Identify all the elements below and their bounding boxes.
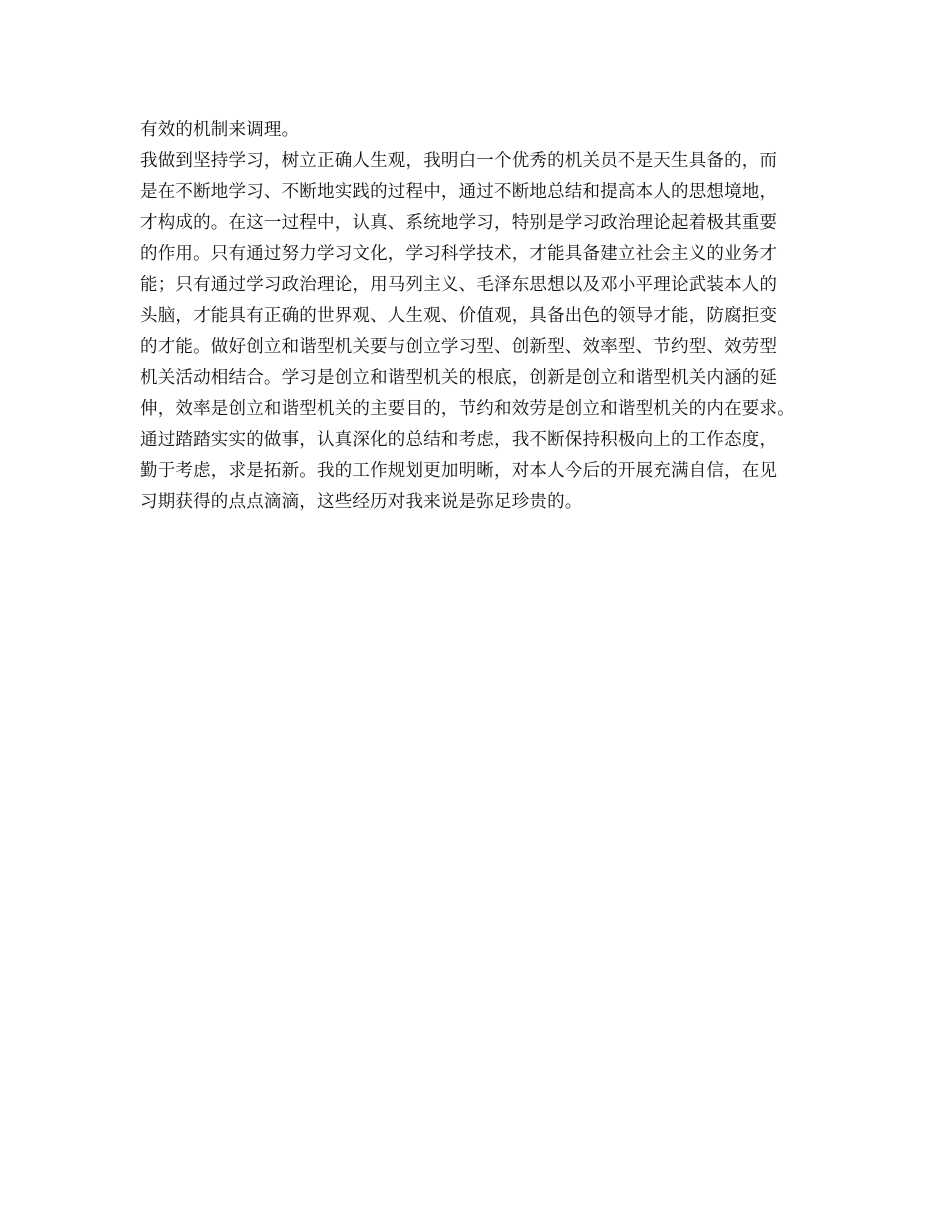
text-line: 勤于考虑，求是拓新。我的工作规划更加明晰，对本人今后的开展充满自信，在见 <box>140 461 778 481</box>
text-line: 是在不断地学习、不断地实践的过程中，通过不断地总结和提高本人的思想境地， <box>140 182 778 202</box>
text-line: 我做到坚持学习，树立正确人生观，我明白一个优秀的机关员不是天生具备的，而 <box>140 151 778 171</box>
text-line: 通过踏踏实实的做事，认真深化的总结和考虑，我不断保持积极向上的工作态度， <box>140 430 778 450</box>
text-line: 头脑，才能具有正确的世界观、人生观、价值观，具备出色的领导才能，防腐拒变 <box>140 306 778 326</box>
text-line: 伸，效率是创立和谐型机关的主要目的，节约和效劳是创立和谐型机关的内在要求。 <box>140 399 795 419</box>
text-line: 有效的机制来调理。 <box>140 120 300 140</box>
text-line: 才构成的。在这一过程中，认真、系统地学习，特别是学习政治理论起着极其重要 <box>140 213 778 233</box>
text-line: 机关活动相结合。学习是创立和谐型机关的根底，创新是创立和谐型机关内涵的延 <box>140 368 778 388</box>
text-line: 能；只有通过学习政治理论，用马列主义、毛泽东思想以及邓小平理论武装本人的 <box>140 275 778 295</box>
text-line: 习期获得的点点滴滴，这些经历对我来说是弥足珍贵的。 <box>140 492 583 512</box>
text-line: 的才能。做好创立和谐型机关要与创立学习型、创新型、效率型、节约型、效劳型 <box>140 337 778 357</box>
body-text <box>140 115 840 518</box>
text-line: 的作用。只有通过努力学习文化，学习科学技术，才能具备建立社会主义的业务才 <box>140 244 778 264</box>
